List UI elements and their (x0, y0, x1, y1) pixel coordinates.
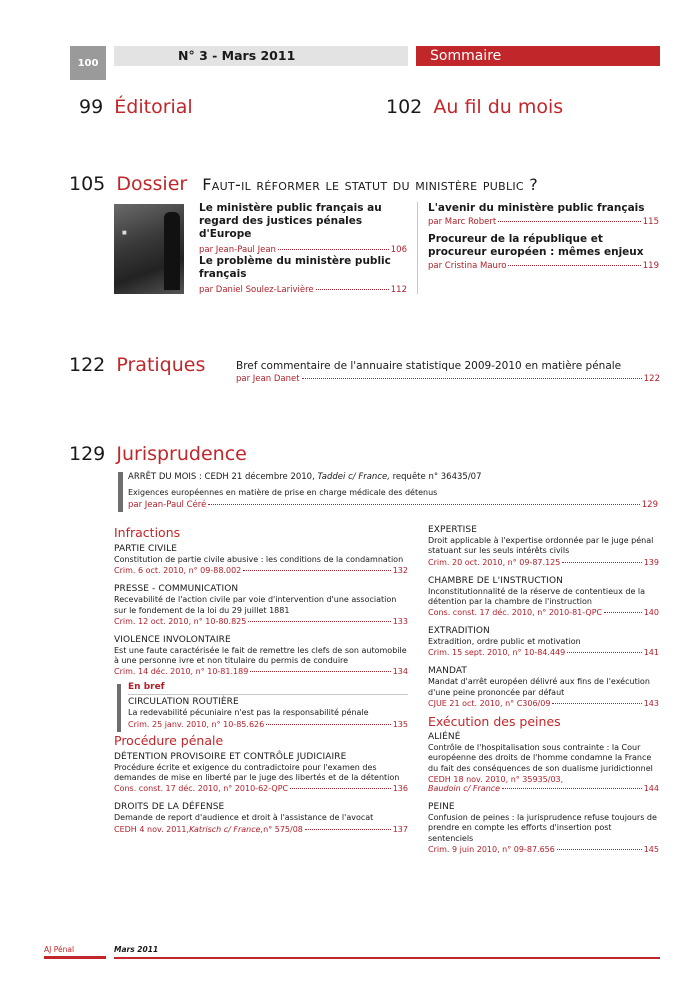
fil-title: Au fil du mois (433, 96, 564, 118)
dossier-article-4[interactable] (428, 233, 659, 271)
item-reference (114, 617, 408, 626)
leader-dots (498, 221, 641, 222)
dossier-article-2[interactable] (199, 255, 407, 295)
list-item[interactable] (114, 802, 408, 833)
list-item[interactable] (428, 666, 659, 708)
pratiques-title: Pratiques (116, 354, 206, 376)
item-ref-case: Katrisch c/ France, (189, 824, 264, 834)
item-category: ALIÉNÉ (428, 732, 461, 743)
juris-page: 129 (69, 443, 106, 465)
item-reference (428, 845, 659, 854)
item-reference (114, 825, 408, 834)
item-page: 139 (643, 557, 659, 567)
footer-red-rule (44, 956, 106, 959)
section-bar (416, 46, 660, 66)
dossier-title: Dossier (116, 173, 188, 195)
item-category: PEINE (428, 801, 455, 812)
item-description: Mandat d'arrêt européen délivré aux fins de l'exécution d'une peine prononcée par défaut (428, 677, 650, 697)
item-description: Demande de report d'audience et droit à l'assistance de l'avocat (114, 813, 374, 823)
list-item[interactable] (114, 544, 408, 575)
item-ref-text: CJUE 21 oct. 2010, n° C306/09 (428, 699, 551, 709)
section-label: Sommaire (430, 48, 502, 64)
leader-dots (604, 612, 642, 613)
item-page: 132 (392, 566, 408, 576)
dossier-article-1[interactable] (199, 202, 407, 255)
page-number: 100 (77, 57, 99, 69)
item-reference (114, 784, 408, 793)
item-ref-text-a: CEDH 4 nov. 2011, (114, 824, 190, 834)
article-author: par Cristina Mauro (428, 261, 507, 271)
article-title: L'avenir du ministère public français (428, 202, 645, 214)
item-category: MANDAT (428, 666, 467, 677)
juris-title: Jurisprudence (116, 443, 247, 465)
item-page: 135 (392, 719, 408, 729)
item-description: La redevabilité pécuniaire n'est pas la responsabilité pénale (128, 708, 369, 718)
item-category: PARTIE CIVILE (114, 544, 178, 554)
list-item[interactable] (114, 635, 408, 677)
leader-dots (266, 724, 391, 725)
item-page: 133 (392, 616, 408, 626)
item-description: Confusion de peines : la jurisprudence refuse toujours de prendre en compte les efforts d'insertion post sentenciels (428, 812, 657, 843)
arret-line (128, 472, 658, 482)
item-page: 140 (643, 608, 659, 618)
pratiques-heading[interactable] (69, 354, 205, 376)
en-bref-heading: En bref (128, 682, 408, 695)
article-author: par Marc Robert (428, 217, 497, 227)
item-reference (428, 699, 659, 708)
dossier-page: 105 (69, 173, 106, 195)
arret-suffix: requête n° 36435/07 (392, 472, 482, 482)
article-page: 122 (643, 374, 660, 384)
arret-author: par Jean-Paul Céré (128, 500, 207, 511)
list-item[interactable] (114, 584, 408, 626)
editorial-page: 99 (79, 96, 104, 118)
leader-dots (208, 504, 639, 505)
procedure-heading: Procédure pénale (114, 732, 224, 748)
item-description: Droit applicable à l'expertise ordonnée par le juge pénal statuant sur les seuls intérêts civils (428, 536, 654, 556)
item-category: CHAMBRE DE L'INSTRUCTION (428, 575, 564, 586)
article-byline (236, 374, 660, 384)
item-page: 145 (643, 844, 659, 854)
leader-dots (302, 378, 642, 379)
editorial-title: Éditorial (114, 96, 193, 118)
item-reference (114, 667, 408, 676)
item-description: Inconstitutionnalité de la réserve de contentieux de la détention par la chambre de l'instruction (428, 586, 646, 606)
item-reference (428, 648, 659, 657)
left-column (114, 525, 408, 834)
item-category: EXTRADITION (428, 626, 490, 637)
article-byline (428, 261, 659, 271)
article-author: par Jean-Paul Jean (199, 245, 276, 255)
fil-entry[interactable] (386, 96, 563, 118)
leader-dots (250, 671, 390, 672)
footer-rule (114, 957, 660, 959)
item-ref-text: Crim. 9 juin 2010, n° 09-87.656 (428, 844, 555, 854)
list-item[interactable] (428, 732, 659, 793)
column-divider (417, 202, 418, 294)
item-description: Procédure écrite et exigence du contradictoire pour l'examen des demandes de mise en liberté par le juge des libertés et de la détention (114, 762, 400, 783)
leader-dots (248, 621, 390, 622)
article-byline (199, 285, 407, 295)
leader-dots (278, 249, 389, 250)
item-ref-text: Cons. const. 17 déc. 2010, n° 2010-81-QPC (428, 608, 603, 618)
arret-page: 129 (641, 500, 658, 511)
item-description: Constitution de partie civile abusive : les conditions de la condamnation (114, 555, 404, 564)
item-category: DROITS DE LA DÉFENSE (114, 802, 225, 813)
item-description: Est une faute caractérisée le fait de remettre les clefs de son automobile à une personne ivre et non titulaire du permis de conduire (114, 645, 407, 666)
leader-dots (316, 289, 389, 290)
article-title: Le problème du ministère public français (199, 255, 391, 280)
item-category: DÉTENTION PROVISOIRE ET CONTRÔLE JUDICIAIRE (114, 751, 347, 762)
list-item[interactable] (128, 697, 408, 728)
item-category: PRESSE - COMMUNICATION (114, 584, 239, 595)
item-category: EXPERTISE (428, 525, 478, 535)
arret-du-mois[interactable] (128, 472, 658, 510)
leader-dots (557, 849, 642, 850)
item-reference (128, 720, 408, 729)
item-ref-case: Baudoin c/ France (428, 783, 501, 793)
item-reference (428, 608, 659, 617)
item-ref-text: Crim. 14 déc. 2010, n° 10-81.189 (114, 667, 249, 677)
list-item[interactable] (428, 576, 659, 618)
leader-dots (508, 265, 640, 266)
item-ref-text: Cons. const. 17 déc. 2010, n° 2010-62-QPC (114, 784, 289, 794)
item-page: 134 (392, 667, 408, 677)
item-description: Recevabilité de l'action civile par voie d'intervention d'une association sur le fondement de la loi du 29 juillet 1881 (114, 595, 397, 615)
article-byline (199, 245, 407, 255)
right-column (428, 525, 659, 854)
arret-marker-bar (118, 472, 123, 512)
arret-byline (128, 500, 658, 510)
article-title: Procureur de la république et procureur européen : mêmes enjeux (428, 233, 644, 258)
item-category: CIRCULATION ROUTIÈRE (128, 697, 239, 708)
leader-dots (290, 788, 391, 789)
item-ref-text: CEDH 18 nov. 2010, n° 35935/03, (428, 774, 564, 784)
article-author: par Jean Danet (236, 374, 300, 384)
item-category: VIOLENCE INVOLONTAIRE (114, 634, 231, 645)
item-reference-line1 (428, 775, 659, 784)
list-item[interactable] (428, 525, 659, 567)
en-bref-marker (117, 684, 121, 732)
article-page: 112 (390, 285, 407, 295)
issue-bar (114, 46, 408, 66)
issue-label: N° 3 - Mars 2011 (178, 48, 296, 63)
leader-dots (243, 570, 390, 571)
item-page: 144 (643, 783, 659, 793)
item-description: Contrôle de l'hospitalisation sous contrainte : la Cour européenne des droits de l'homme condamne la France du fait des conséquences de son dualisme juridictionnel (428, 743, 653, 773)
article-page: 119 (642, 261, 659, 271)
pratiques-page: 122 (69, 354, 106, 376)
item-page: 143 (643, 699, 659, 709)
article-title: Bref commentaire de l'annuaire statistique 2009-2010 en matière pénale (236, 360, 622, 372)
dossier-heading[interactable] (69, 173, 538, 195)
footer-journal: AJ Pénal (44, 945, 75, 954)
pratiques-article[interactable] (236, 360, 660, 384)
item-page: 141 (643, 648, 659, 658)
item-ref-text: Crim. 25 janv. 2010, n° 10-85.626 (128, 719, 265, 729)
article-page: 115 (642, 217, 659, 227)
leader-dots (567, 652, 642, 653)
cover-caption-mark: ■ (122, 230, 127, 236)
juris-heading[interactable] (69, 443, 247, 465)
item-ref-text: Crim. 6 oct. 2010, n° 09-88.002 (114, 566, 242, 576)
leader-dots (305, 829, 391, 830)
cover-figure-shape (164, 212, 180, 290)
item-page: 137 (392, 824, 408, 834)
item-ref-text: Crim. 20 oct. 2010, n° 09-87.125 (428, 557, 561, 567)
en-bref-block (114, 682, 408, 728)
infractions-heading: Infractions (114, 525, 181, 540)
editorial-entry[interactable] (79, 96, 193, 118)
leader-dots (552, 703, 641, 704)
item-reference (114, 566, 408, 575)
item-reference-line2 (428, 784, 659, 793)
list-item[interactable] (114, 752, 408, 794)
leader-dots (502, 788, 642, 789)
dossier-subtitle: Faut-il réformer le statut du ministère public ? (202, 175, 539, 194)
arret-case: Taddei c/ France, (317, 472, 390, 482)
fil-page: 102 (386, 96, 423, 118)
dossier-article-3[interactable] (428, 202, 659, 227)
item-ref-text: Crim. 15 sept. 2010, n° 10-84.449 (428, 648, 566, 658)
article-byline (428, 217, 659, 227)
footer-date: Mars 2011 (114, 945, 159, 954)
leader-dots (562, 562, 641, 563)
item-ref-text-c: n° 575/08 (263, 824, 303, 834)
arret-prefix: ARRÊT DU MOIS : CEDH 21 décembre 2010, (128, 472, 315, 482)
arret-description: Exigences européennes en matière de prise en charge médicale des détenus (128, 488, 438, 497)
item-ref-text: Crim. 12 oct. 2010, n° 10-80.825 (114, 616, 247, 626)
page-number-box (70, 46, 106, 80)
item-reference (428, 558, 659, 567)
dossier-cover-image (114, 204, 184, 294)
article-title: Le ministère public français au regard des justices pénales d'Europe (199, 202, 382, 240)
list-item[interactable] (428, 802, 659, 854)
list-item[interactable] (428, 626, 659, 657)
item-description: Extradition, ordre public et motivation (428, 637, 581, 647)
article-page: 106 (390, 245, 407, 255)
article-author: par Daniel Soulez-Larivière (199, 285, 314, 295)
execution-heading: Exécution des peines (428, 714, 561, 730)
item-page: 136 (392, 784, 408, 794)
